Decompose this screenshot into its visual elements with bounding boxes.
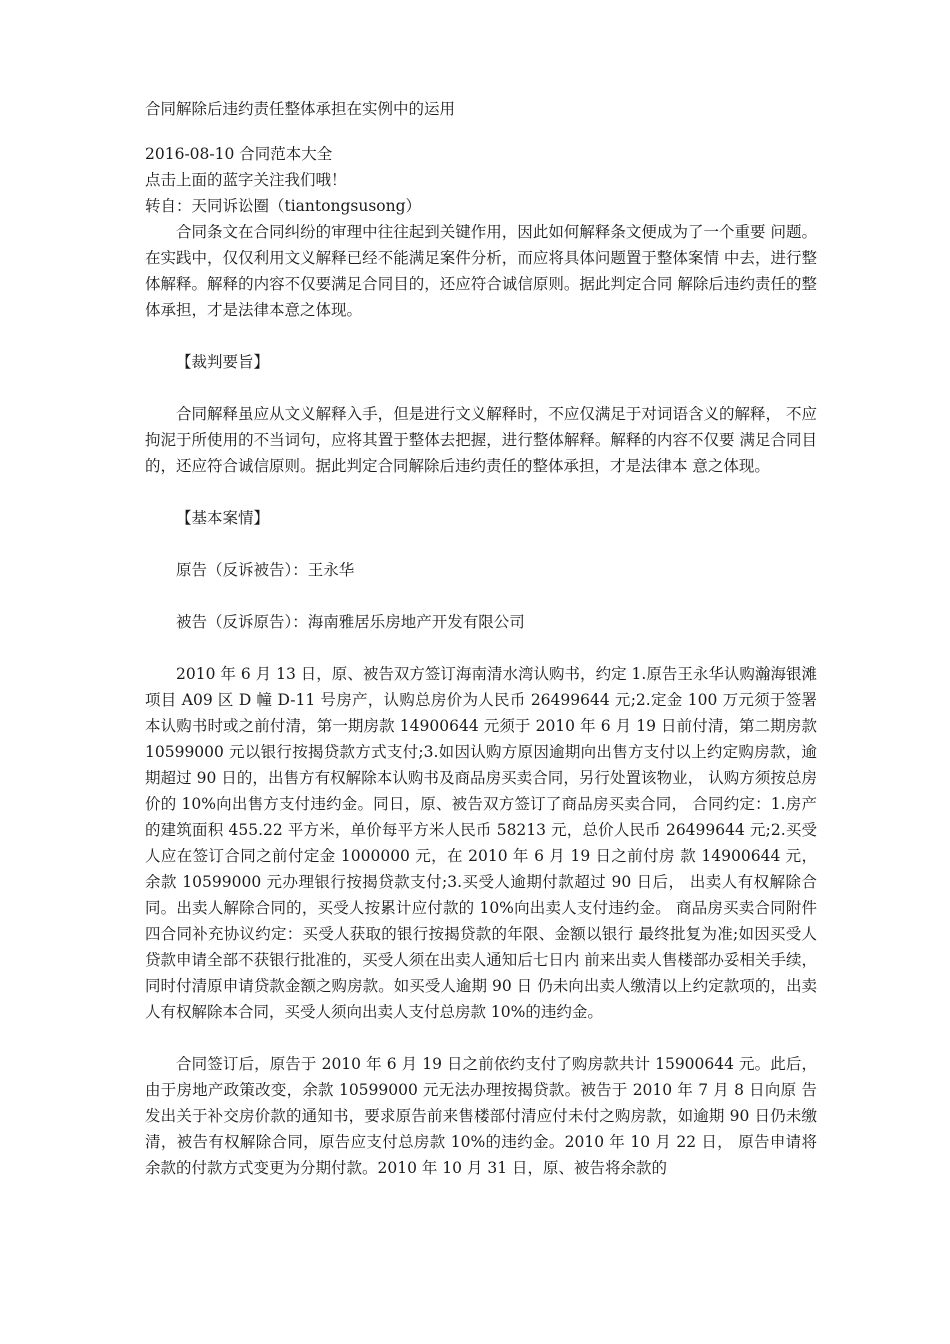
spacer <box>145 479 817 505</box>
ruling-paragraph: 合同解释虽应从文义解释入手，但是进行文义解释时，不应仅满足于对词语含义的解释， 不应拘泥于所使用的不当词句，应将其置于整体去把握，进行整体解释。解释的内容不仅要 满足合同目的，还应符合诚信原则。据此判定合同解除后违约责任的整体承担，才是法律本 意之体现。 <box>145 405 817 475</box>
spacer <box>145 122 817 141</box>
follow-prompt: 点击上面的蓝字关注我们哦！ <box>145 171 347 189</box>
facts-heading: 【基本案情】 <box>176 509 270 527</box>
repost-from: 转自：天同诉讼圈（tiantongsusong） <box>145 197 422 215</box>
document-page <box>145 96 817 1181</box>
ruling-heading: 【裁判要旨】 <box>176 353 270 371</box>
spacer <box>145 323 817 349</box>
plaintiff-line: 原告（反诉被告）：王永华 <box>176 561 355 579</box>
article-title: 合同解除后违约责任整体承担在实例中的运用 <box>145 100 456 118</box>
spacer <box>145 375 817 401</box>
spacer <box>145 531 817 557</box>
spacer <box>145 583 817 609</box>
spacer <box>145 635 817 661</box>
intro-paragraph: 合同条文在合同纠纷的审理中往往起到关键作用，因此如何解释条文便成为了一个重要 问题。在实践中，仅仅利用文义解释已经不能满足案件分析，而应将具体问题置于整体案情 中去，进行整体解释。解释的内容不仅要满足合同目的，还应符合诚信原则。据此判定合同 解除后违约责任的整体承担，才是法律本意之体现。 <box>145 223 817 319</box>
date-source: 2016-08-10 合同范本大全 <box>145 145 333 163</box>
spacer <box>145 1025 817 1051</box>
facts-paragraph-2: 合同签订后，原告于 2010 年 6 月 19 日之前依约支付了购房款共计 15900644 元。此后， 由于房地产政策改变，余款 10599000 元无法办理按揭贷款。被告于 2010 年 7 月 8 日向原 告发出关于补交房价款的通知书，要求原告前来售楼部付清应付未付之购房款，如逾期 90 日仍未缴清，被告有权解除合同，原告应支付总房款 10%的违约金。2010 年 10 月 22 日， 原告申请将余款的付款方式变更为分期付款。2010 年 10 月 31 日，原、被告将余款的 <box>145 1055 817 1177</box>
facts-paragraph-1: 2010 年 6 月 13 日，原、被告双方签订海南清水湾认购书，约定 1.原告王永华认购瀚海银滩项目 A09 区 D 幢 D-11 号房产，认购总房价为人民币 26499644 元;2.定金 100 万元须于签署本认购书时或之前付清，第一期房款 14900644 元须于 2010 年 6 月 19 日前付清，第二期房款 10599000 元以银行按揭贷款方式支付;3.如因认购方原因逾期向出售方支付以上约定购房款，逾期超过 90 日的，出售方有权解除本认购书及商品房买卖合同，另行处置该物业， 认购方须按总房价的 10%向出售方支付违约金。同日，原、被告双方签订了商品房买卖合同， 合同约定：1.房产的建筑面积 455.22 平方米，单价每平方米人民币 58213 元，总价人民币 26499644 元;2.买受人应在签订合同之前付定金 1000000 元，在 2010 年 6 月 19 日之前付房 款 14900644 元，余款 10599000 元办理银行按揭贷款支付;3.买受人逾期付款超过 90 日后， 出卖人有权解除合同。出卖人解除合同的，买受人按累计应付款的 10%向出卖人支付违约金。 商品房买卖合同附件四合同补充协议约定：买受人获取的银行按揭贷款的年限、金额以银行 最终批复为准;如因买受人贷款申请全部不获银行批准的，买受人须在出卖人通知后七日内 前来出卖人售楼部办妥相关手续，同时付清原申请贷款金额之购房款。如买受人逾期 90 日 仍未向出卖人缴清以上约定款项的，出卖人有权解除本合同，买受人须向出卖人支付总房款 10%的违约金。 <box>145 665 817 1021</box>
defendant-line: 被告（反诉原告）：海南雅居乐房地产开发有限公司 <box>176 613 525 631</box>
